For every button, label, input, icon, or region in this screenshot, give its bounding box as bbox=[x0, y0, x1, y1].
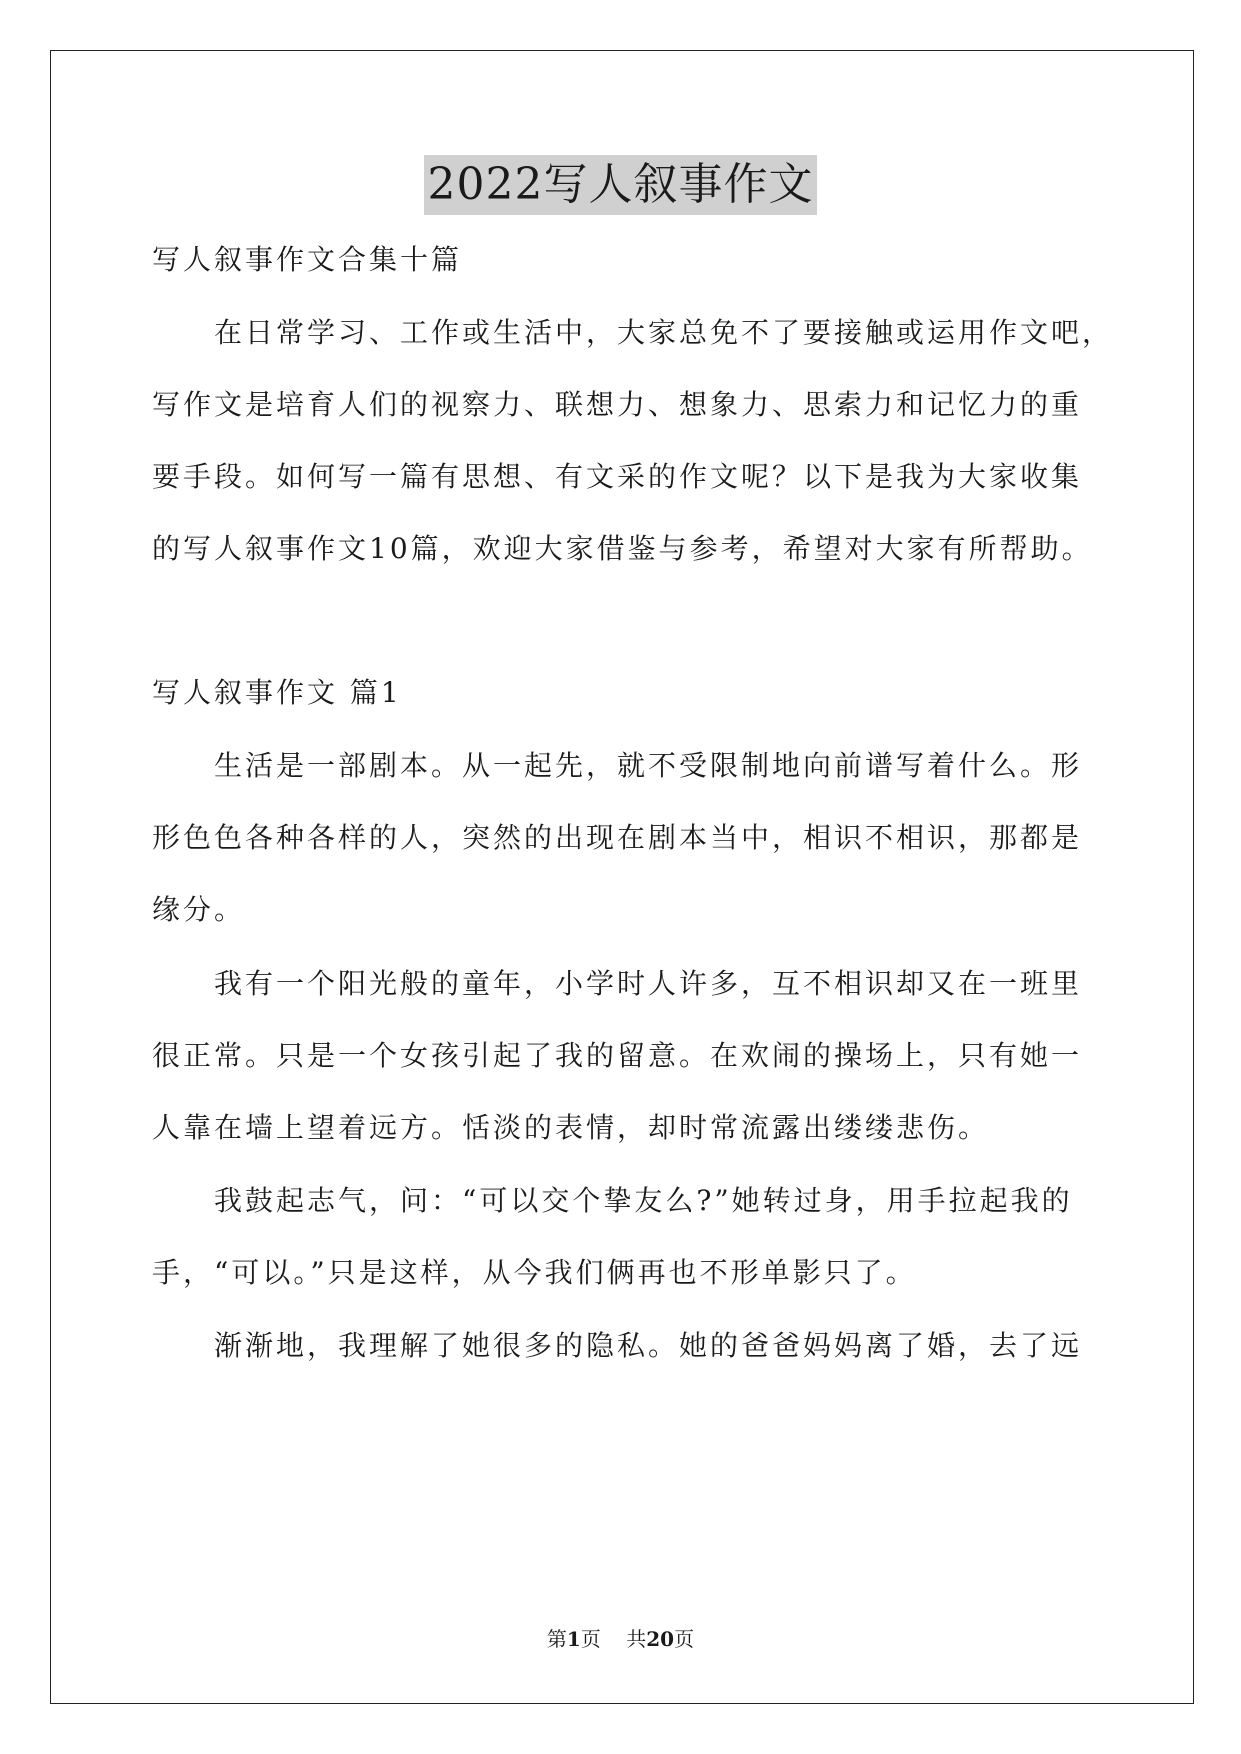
body-line: 我有一个阳光般的童年，小学时人许多，互不相识却又在一班里 bbox=[214, 967, 1083, 1000]
body-line: 我鼓起志气，问：“可以交个挚友么?”她转过身，用手拉起我的 bbox=[214, 1184, 1073, 1217]
title-block bbox=[0, 155, 1241, 215]
body-line: 人靠在墙上望着远方。恬淡的表情，却时常流露出缕缕悲伤。 bbox=[152, 1111, 990, 1144]
body-line: 很正常。只是一个女孩引起了我的留意。在欢闹的操场上，只有她一 bbox=[152, 1039, 1083, 1072]
collection-heading: 写人叙事作文合集十篇 bbox=[152, 243, 463, 276]
page-total: 20 bbox=[646, 1627, 675, 1651]
page-current: 1 bbox=[566, 1627, 581, 1651]
page-border bbox=[50, 50, 1194, 1704]
intro-line-1: 在日常学习、工作或生活中，大家总免不了要接触或运用作文吧， bbox=[214, 316, 1114, 349]
page-prefix: 第 bbox=[546, 1627, 567, 1651]
intro-line-3: 要手段。如何写一篇有思想、有文采的作文呢？以下是我为大家收集 bbox=[152, 460, 1083, 493]
page-footer bbox=[0, 1625, 1241, 1653]
page-suffix: 页 bbox=[674, 1627, 695, 1651]
body-line: 缘分。 bbox=[152, 893, 246, 926]
section-heading-1: 写人叙事作文 篇1 bbox=[152, 676, 402, 709]
intro-line-2: 写作文是培育人们的视察力、联想力、想象力、思索力和记忆力的重 bbox=[152, 388, 1083, 421]
body-line: 生活是一部剧本。从一起先，就不受限制地向前谱写着什么。形 bbox=[214, 749, 1083, 782]
body-line: 渐渐地，我理解了她很多的隐私。她的爸爸妈妈离了婚，去了远 bbox=[214, 1329, 1083, 1362]
body-line: 形色色各种各样的人，突然的出现在剧本当中，相识不相识，那都是 bbox=[152, 821, 1083, 854]
page-mid: 页 共 bbox=[580, 1627, 647, 1651]
body-line: 手，“可以。”只是这样，从今我们俩再也不形单影只了。 bbox=[152, 1256, 917, 1289]
intro-line-4: 的写人叙事作文10篇，欢迎大家借鉴与参考，希望对大家有所帮助。 bbox=[152, 532, 1093, 565]
document-title: 2022写人叙事作文 bbox=[424, 155, 818, 215]
